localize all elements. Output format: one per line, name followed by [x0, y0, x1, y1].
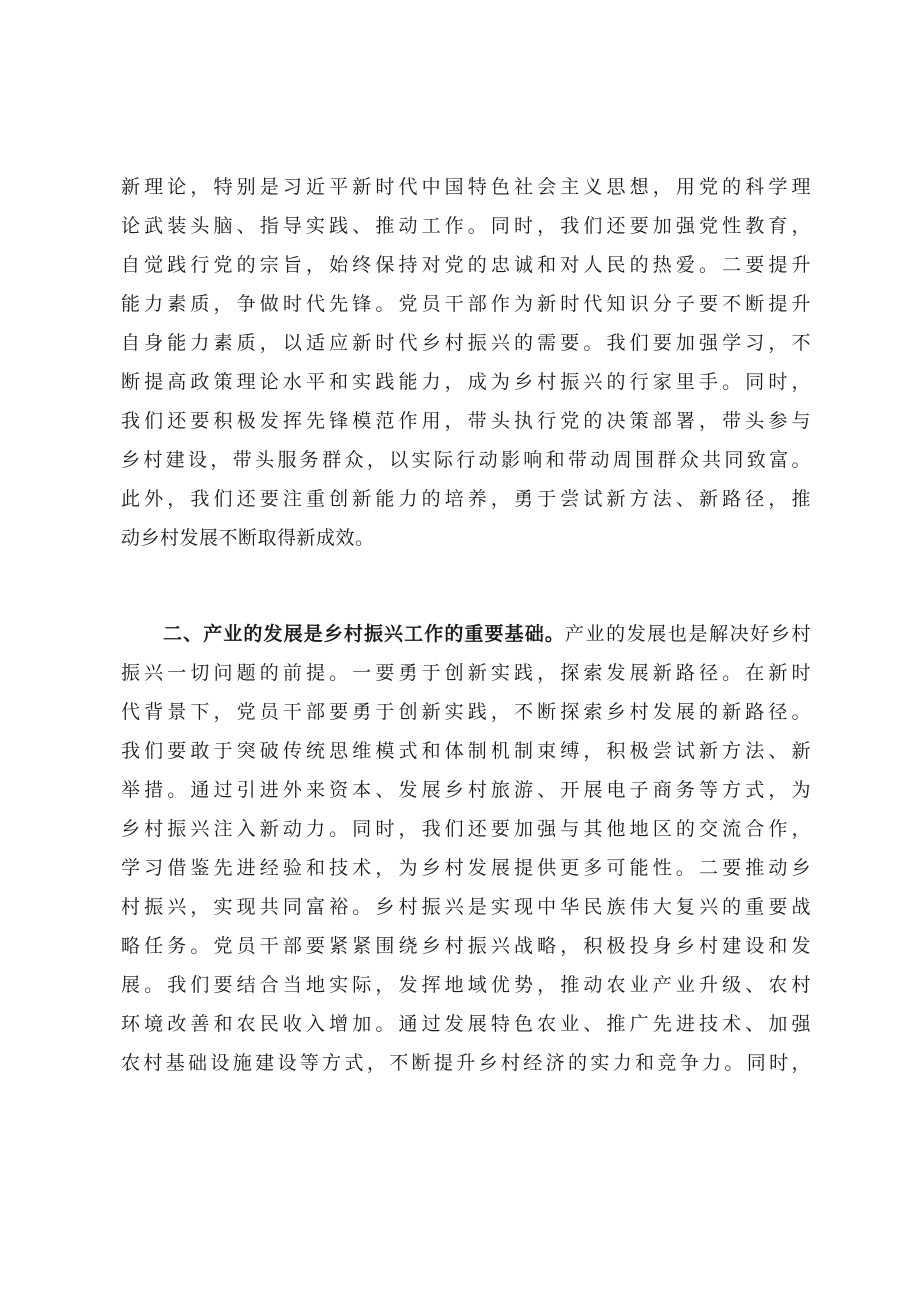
text-line: 自身能力素质，以适应新时代乡村振兴的需要。我们要加强学习，不: [121, 332, 811, 354]
text-line: 乡村振兴注入新动力。同时，我们还要加强与其他地区的交流合作，: [121, 818, 811, 840]
text-line: 自觉践行党的宗旨，始终保持对党的忠诚和对人民的热爱。二要提升: [121, 254, 811, 276]
heading-line-rest: 产业的发展也是解决好乡村: [564, 623, 811, 645]
text-line: 此外，我们还要注重创新能力的培养，勇于尝试新方法、新路径，推: [121, 488, 811, 510]
text-line: 新理论，特别是习近平新时代中国特色社会主义思想，用党的科学理: [121, 176, 811, 198]
text-line: 展。我们要结合当地实际，发挥地域优势，推动农业产业升级、农村: [121, 974, 811, 996]
text-line: 环境改善和农民收入增加。通过发展特色农业、推广先进技术、加强: [121, 1013, 811, 1035]
text-line: 我们要敢于突破传统思维模式和体制机制束缚，积极尝试新方法、新: [121, 740, 811, 762]
text-line: 动乡村发展不断取得新成效。: [121, 527, 375, 549]
text-line: 振兴一切问题的前提。一要勇于创新实践，探索发展新路径。在新时: [121, 662, 811, 684]
text-line: 能力素质，争做时代先锋。党员干部作为新时代知识分子要不断提升: [121, 293, 811, 315]
text-line: 断提高政策理论水平和实践能力，成为乡村振兴的行家里手。同时，: [121, 371, 811, 393]
text-line: 举措。通过引进外来资本、发展乡村旅游、开展电子商务等方式，为: [121, 779, 811, 801]
text-line: 我们还要积极发挥先锋模范作用，带头执行党的决策部署，带头参与: [121, 410, 811, 432]
section-heading: 二、产业的发展是乡村振兴工作的重要基础。: [163, 623, 565, 645]
text-line: 代背景下，党员干部要勇于创新实践，不断探索乡村发展的新路径。: [121, 701, 811, 723]
paragraph-1: [121, 168, 811, 558]
text-line: 略任务。党员干部要紧紧围绕乡村振兴战略，积极投身乡村建设和发: [121, 935, 811, 957]
paragraph-2: [121, 615, 811, 1083]
text-line: 乡村建设，带头服务群众，以实际行动影响和带动周围群众共同致富。: [121, 449, 811, 471]
text-line: 论武装头脑、指导实践、推动工作。同时，我们还要加强党性教育，: [121, 215, 811, 237]
text-line: 学习借鉴先进经验和技术，为乡村发展提供更多可能性。二要推动乡: [121, 857, 811, 879]
text-line: 农村基础设施建设等方式，不断提升乡村经济的实力和竞争力。同时，: [121, 1052, 811, 1074]
paragraph-first-line: [121, 615, 811, 654]
text-line: 村振兴，实现共同富裕。乡村振兴是实现中华民族伟大复兴的重要战: [121, 896, 811, 918]
